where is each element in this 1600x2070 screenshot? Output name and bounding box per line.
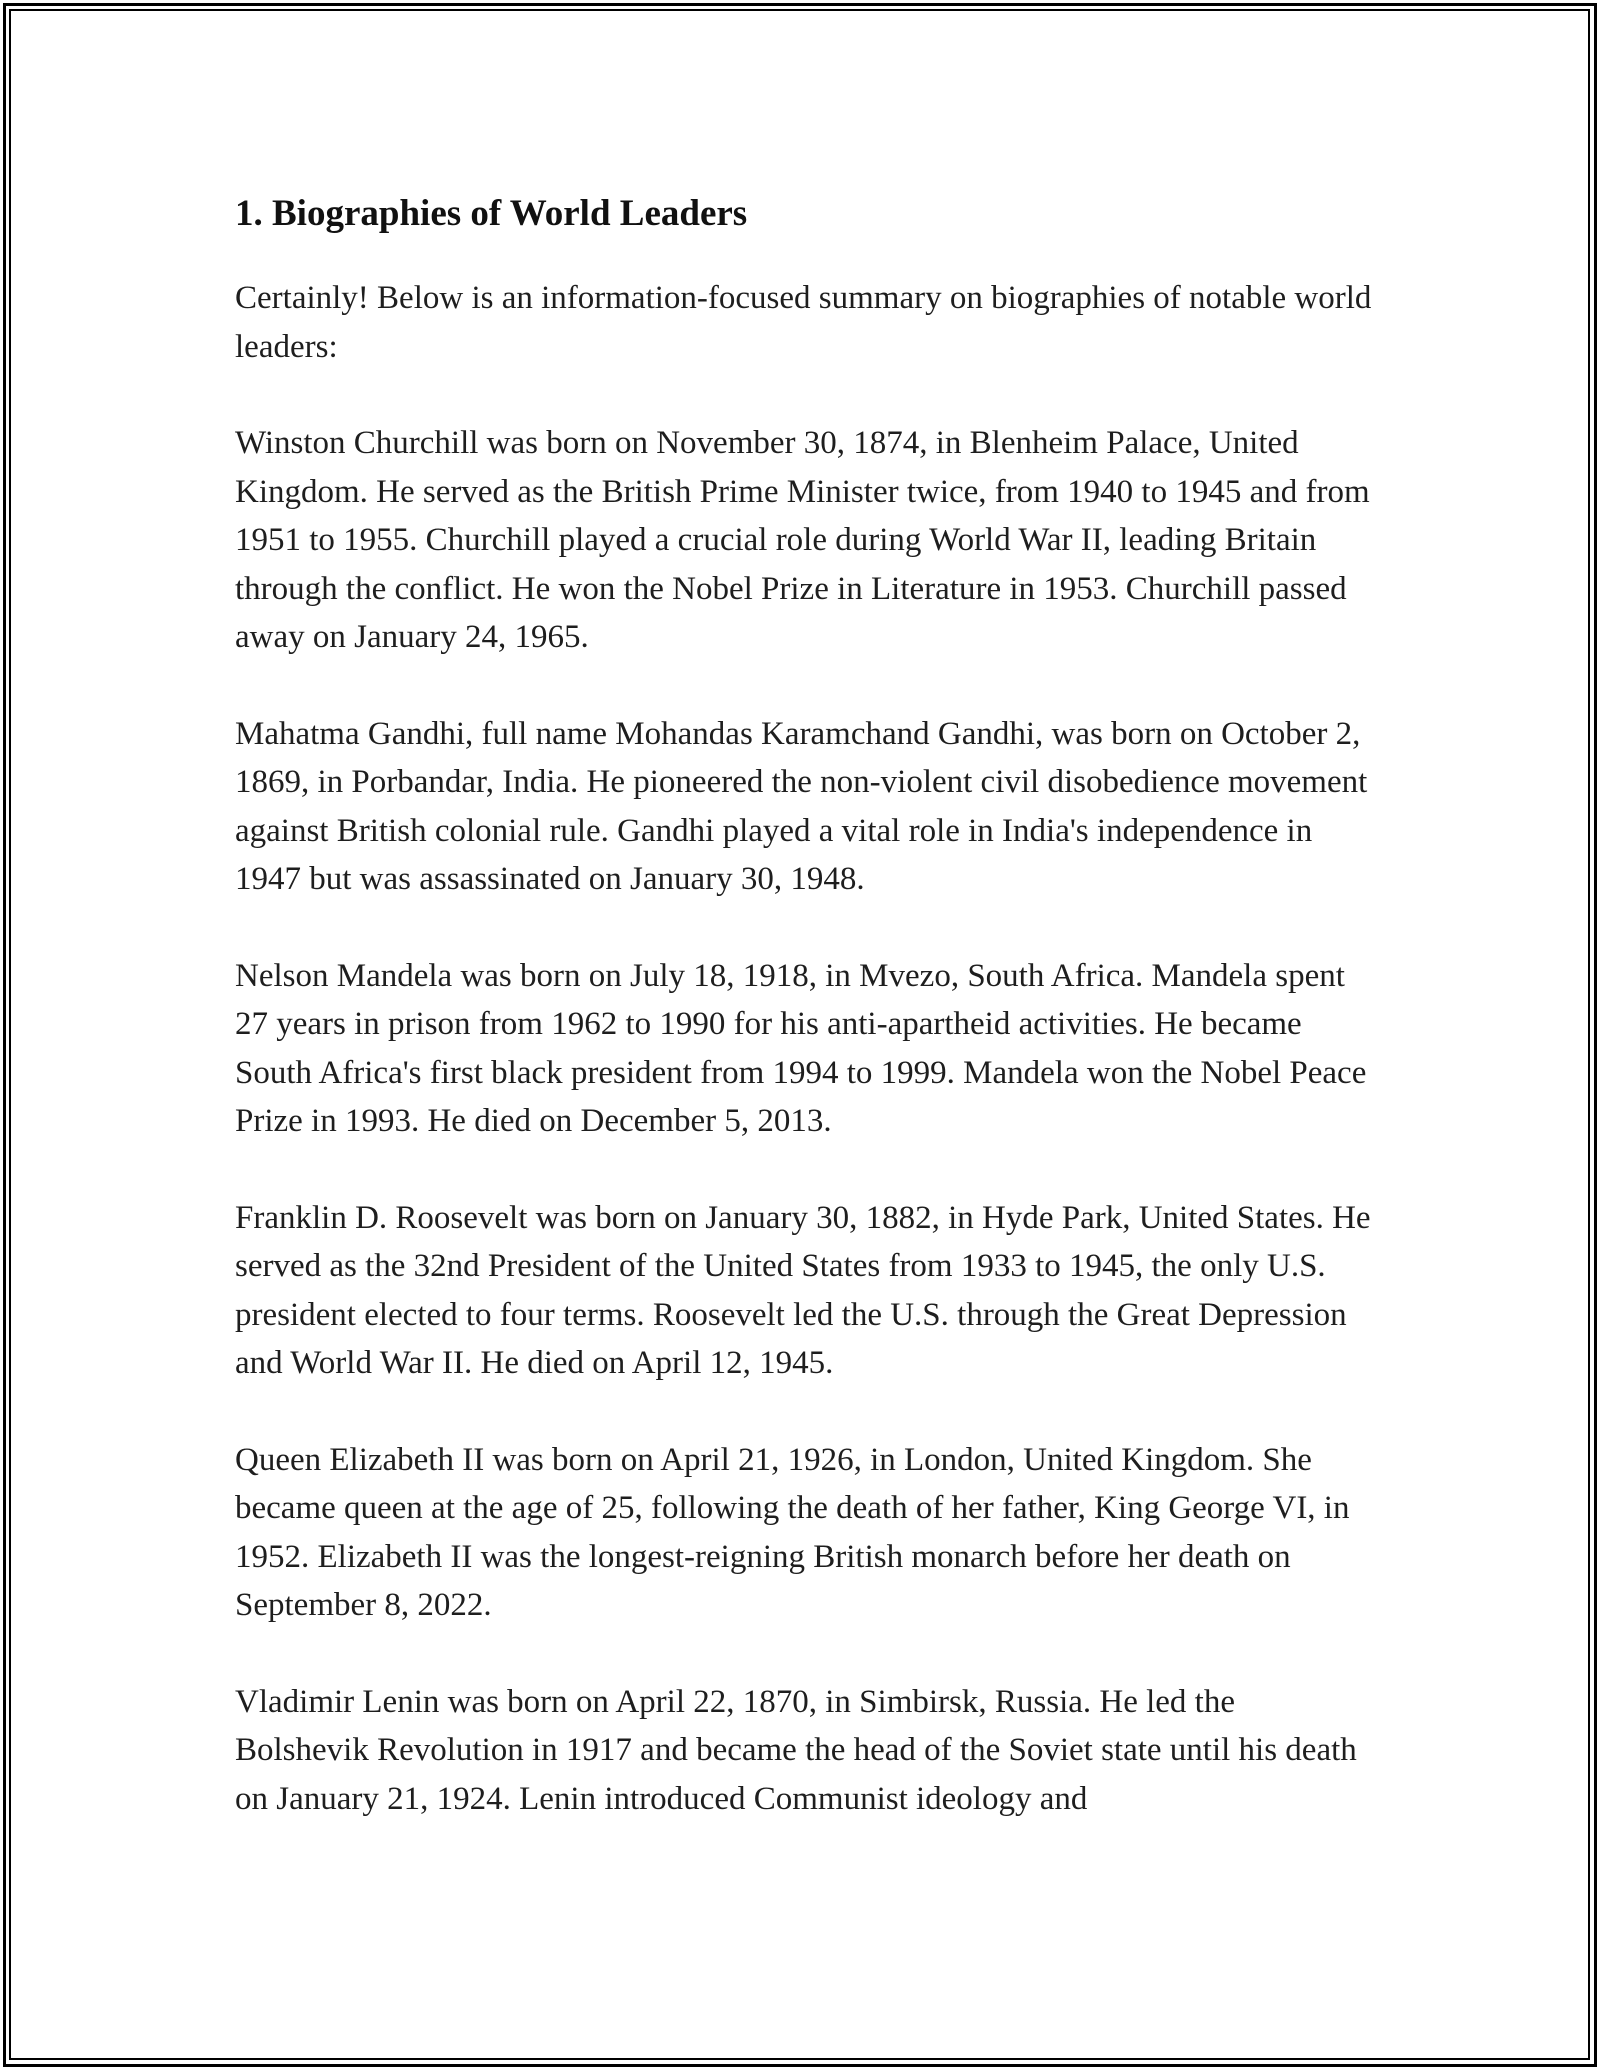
page-title: 1. Biographies of World Leaders xyxy=(235,193,748,234)
document-body xyxy=(235,184,1375,1871)
paragraph-lenin: Vladimir Lenin was born on April 22, 1870, in Simbirsk, Russia. He led the Bolshevik Revolution in 1917 and became the head of the Soviet state until his death on January 21, 1924. Lenin introduced Communist ideology and xyxy=(235,1683,1357,1817)
paragraph-mandela: Nelson Mandela was born on July 18, 1918, in Mvezo, South Africa. Mandela spent 27 years in prison from 1962 to 1990 for his anti-apartheid activities. He became South Africa's first black president from 1994 to 1999. Mandela won the Nobel Peace Prize in 1993. He died on December 5, 2013. xyxy=(235,957,1367,1139)
paragraph-roosevelt: Franklin D. Roosevelt was born on January 30, 1882, in Hyde Park, United States. He served as the 32nd President of the United States from 1933 to 1945, the only U.S. president elected to four terms. Roosevelt led the U.S. through the Great Depression and World War II. He died on April 12, 1945. xyxy=(235,1199,1371,1381)
paragraph-gandhi: Mahatma Gandhi, full name Mohandas Karamchand Gandhi, was born on October 2, 1869, in Porbandar, India. He pioneered the non-violent civil disobedience movement against British colonial rule. Gandhi played a vital role in India's independence in 1947 but was assassinated on January 30, 1948. xyxy=(235,715,1368,897)
paragraph-elizabeth: Queen Elizabeth II was born on April 21, 1926, in London, United Kingdom. She became queen at the age of 25, following the death of her father, King George VI, in 1952. Elizabeth II was the longest-reigning British monarch before her death on September 8, 2022. xyxy=(235,1441,1350,1623)
paragraph-churchill: Winston Churchill was born on November 30, 1874, in Blenheim Palace, United Kingdom. He served as the British Prime Minister twice, from 1940 to 1945 and from 1951 to 1955. Churchill played a crucial role during World War II, leading Britain through the conflict. He won the Nobel Prize in Literature in 1953. Churchill passed away on January 24, 1965. xyxy=(235,425,1370,655)
intro-paragraph: Certainly! Below is an information-focused summary on biographies of notable world leaders: xyxy=(235,280,1372,365)
